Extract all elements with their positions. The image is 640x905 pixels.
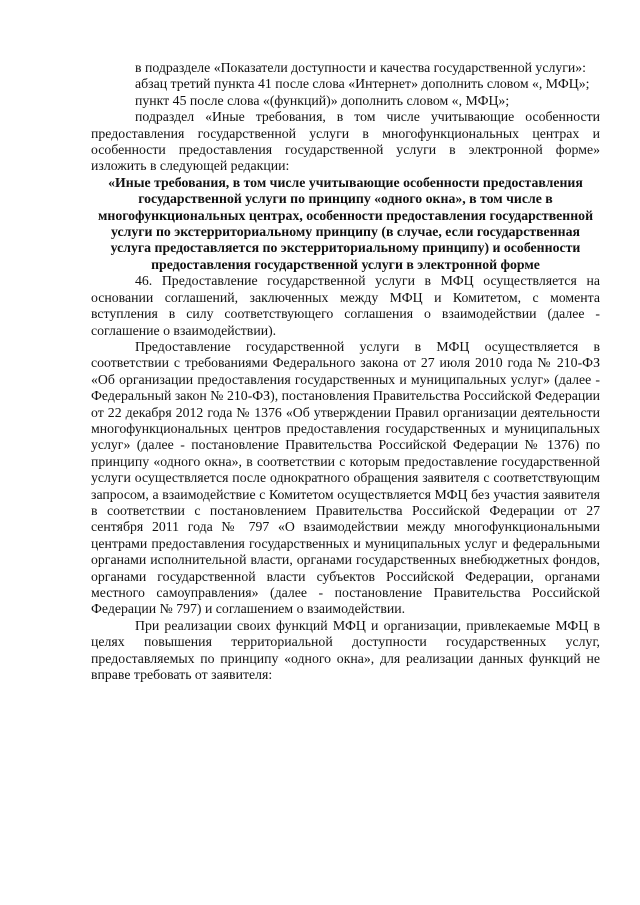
paragraph-3: пункт 45 после слова «(функций)» дополнить словом «, МФЦ»; [135,92,510,108]
paragraph-46: 46. Предоставление государственной услуги в МФЦ осуществляется на основании соглашений, заключенных между МФЦ и Комитетом, с момента вступления в силу соответствующего соглашения о взаимодействии (далее - соглашение о взаимодействии). [91,273,600,338]
paragraph-6: Предоставление государственной услуги в МФЦ осуществляется в соответствии с требованиями Федерального закона от 27 июля 2010 года № 210-ФЗ «Об организации предоставления государственных и муниципальных услуг» (далее - Федеральный закон № 210-ФЗ), постановления Правительства Российской Федерации от 22 декабря 2012 года № 1376 «Об утверждении Правил организации деятельности многофункциональных центров предоставления государственных и муниципальных услуг» (далее - постановление Правительства Российской Федерации № 1376) по принципу «одного окна», в соответствии с которым предоставление государственной услуги осуществляется после однократного обращения заявителя с соответствующим запросом, а взаимодействие с Комитетом осуществляется МФЦ без участия заявителя в соответствии с постановлением Правительства Российской Федерации от 27 сентября 2011 года № 797 «О взаимодействии между многофункциональными центрами предоставления государственных и муниципальных услуг и федеральными органами исполнительной власти, органами государственных внебюджетных фондов, органами государственной власти субъектов Российской Федерации, органами местного самоуправления» (далее - постановление Правительства Российской Федерации № 797) и соглашением о взаимодействии. [91,338,600,617]
paragraph-2: абзац третий пункта 41 после слова «Интернет» дополнить словом «, МФЦ»; [135,76,590,92]
paragraph-4: подраздел «Иные требования, в том числе учитывающие особенности предоставления государственной услуги в многофункциональных центрах и особенности предоставления государственной услуги в электронной форме» изложить в следующей редакции: [91,109,600,174]
paragraph-1: в подразделе «Показатели доступности и качества государственной услуги»: [135,60,587,75]
paragraph-7: При реализации своих функций МФЦ и организации, привлекаемые МФЦ в целях повышения территориальной доступности государственных услуг, предоставляемых по принципу «одного окна», для реализации данных функций не вправе требовать от заявителя: [91,617,600,683]
section-heading: «Иные требования, в том числе учитывающие особенности предоставления государственной услуги по принципу «одного окна», в том числе в многофункциональных центрах, особенности предоставления государственной услуги по экстерриториальному принципу (в случае, если государственная услуга предоставляется по экстерриториальному принципу) и особенности предоставления государственной услуги в электронной форме [97,174,594,272]
